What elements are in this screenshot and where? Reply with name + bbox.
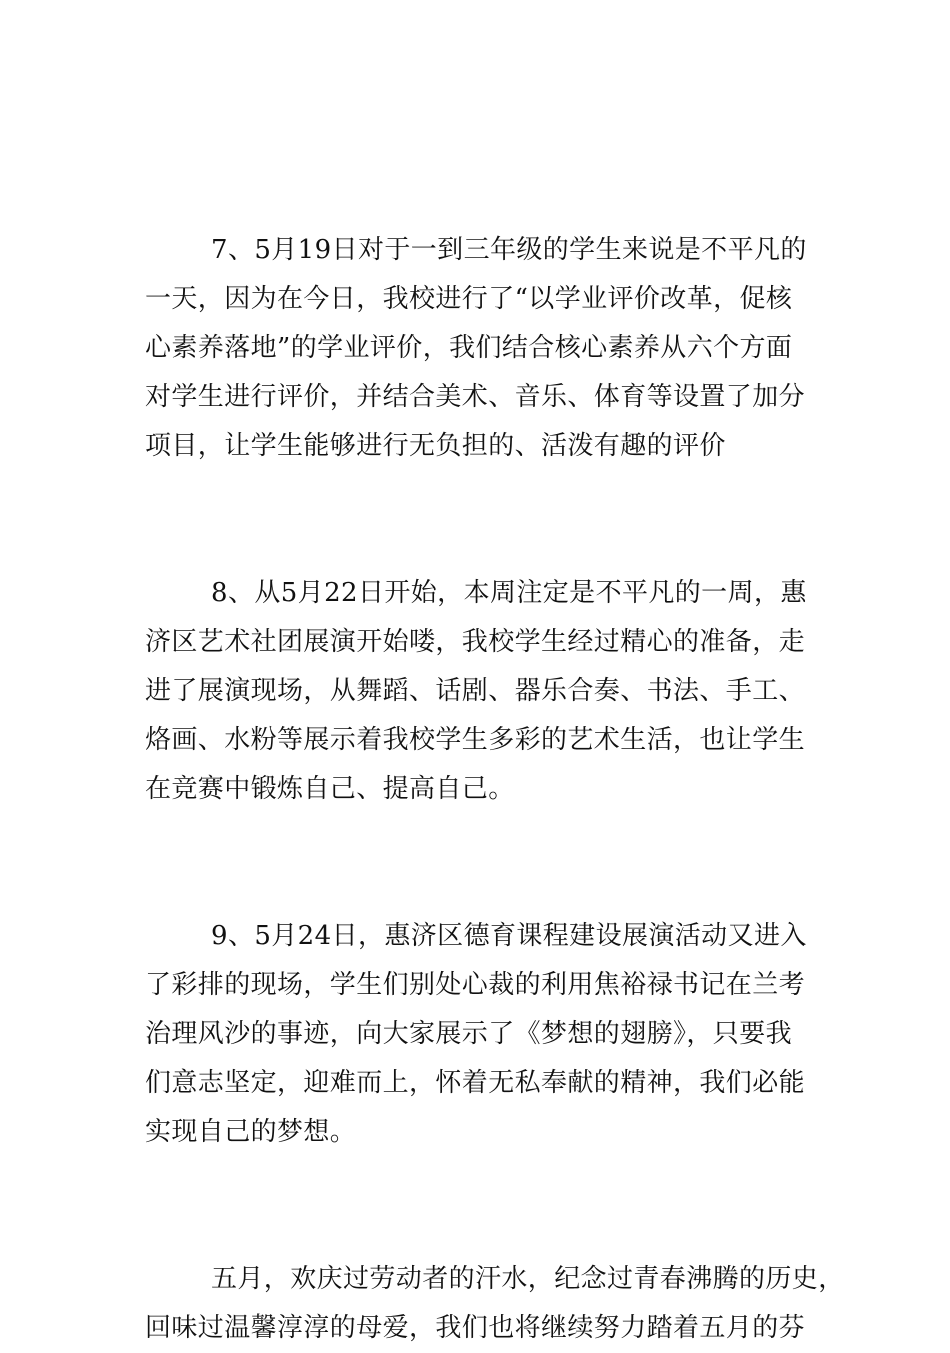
paragraph-line: 回味过温馨淳淳的母爱，我们也将继续努力踏着五月的芬 [145,1313,806,1343]
paragraph-line: 进了展演现场，从舞蹈、话剧、器乐合奏、书法、手工、 [145,676,806,706]
paragraph-9 [145,912,835,1157]
paragraph-line: 济区艺术社团展演开始喽，我校学生经过精心的准备，走 [145,627,806,657]
paragraph-line: 一天，因为在今日，我校进行了“以学业评价改革，促核 [145,284,793,314]
paragraph-closing [145,1255,845,1353]
paragraph-line: 了彩排的现场，学生们别处心裁的利用焦裕禄书记在兰考 [145,970,806,1000]
paragraph-line: 项目，让学生能够进行无负担的、活泼有趣的评价 [145,431,726,461]
paragraph-line: 7、5月19日对于一到三年级的学生来说是不平凡的 [211,235,807,265]
document-body [145,226,845,1353]
paragraph-spacer [145,471,835,569]
paragraph-line: 烙画、水粉等展示着我校学生多彩的艺术生活，也让学生 [145,725,806,755]
paragraph-line: 实现自己的梦想。 [145,1117,357,1147]
paragraph-line: 们意志坚定，迎难而上，怀着无私奉献的精神，我们必能 [145,1068,806,1098]
paragraph-7 [145,226,835,471]
paragraph-spacer [145,1157,835,1255]
paragraph-8 [145,569,835,814]
paragraph-line: 8、从5月22日开始，本周注定是不平凡的一周，惠 [211,578,807,608]
paragraph-line: 在竞赛中锻炼自己、提高自己。 [145,774,515,804]
paragraph-line: 对学生进行评价，并结合美术、音乐、体育等设置了加分 [145,382,806,412]
paragraph-line: 9、5月24日，惠济区德育课程建设展演活动又进入 [211,921,807,951]
paragraph-line: 心素养落地”的学业评价，我们结合核心素养从六个方面 [145,333,793,363]
paragraph-spacer [145,814,835,912]
paragraph-line: 五月，欢庆过劳动者的汗水，纪念过青春沸腾的历史， [211,1264,845,1294]
paragraph-line: 治理风沙的事迹，向大家展示了《梦想的翅膀》，只要我 [145,1019,793,1049]
